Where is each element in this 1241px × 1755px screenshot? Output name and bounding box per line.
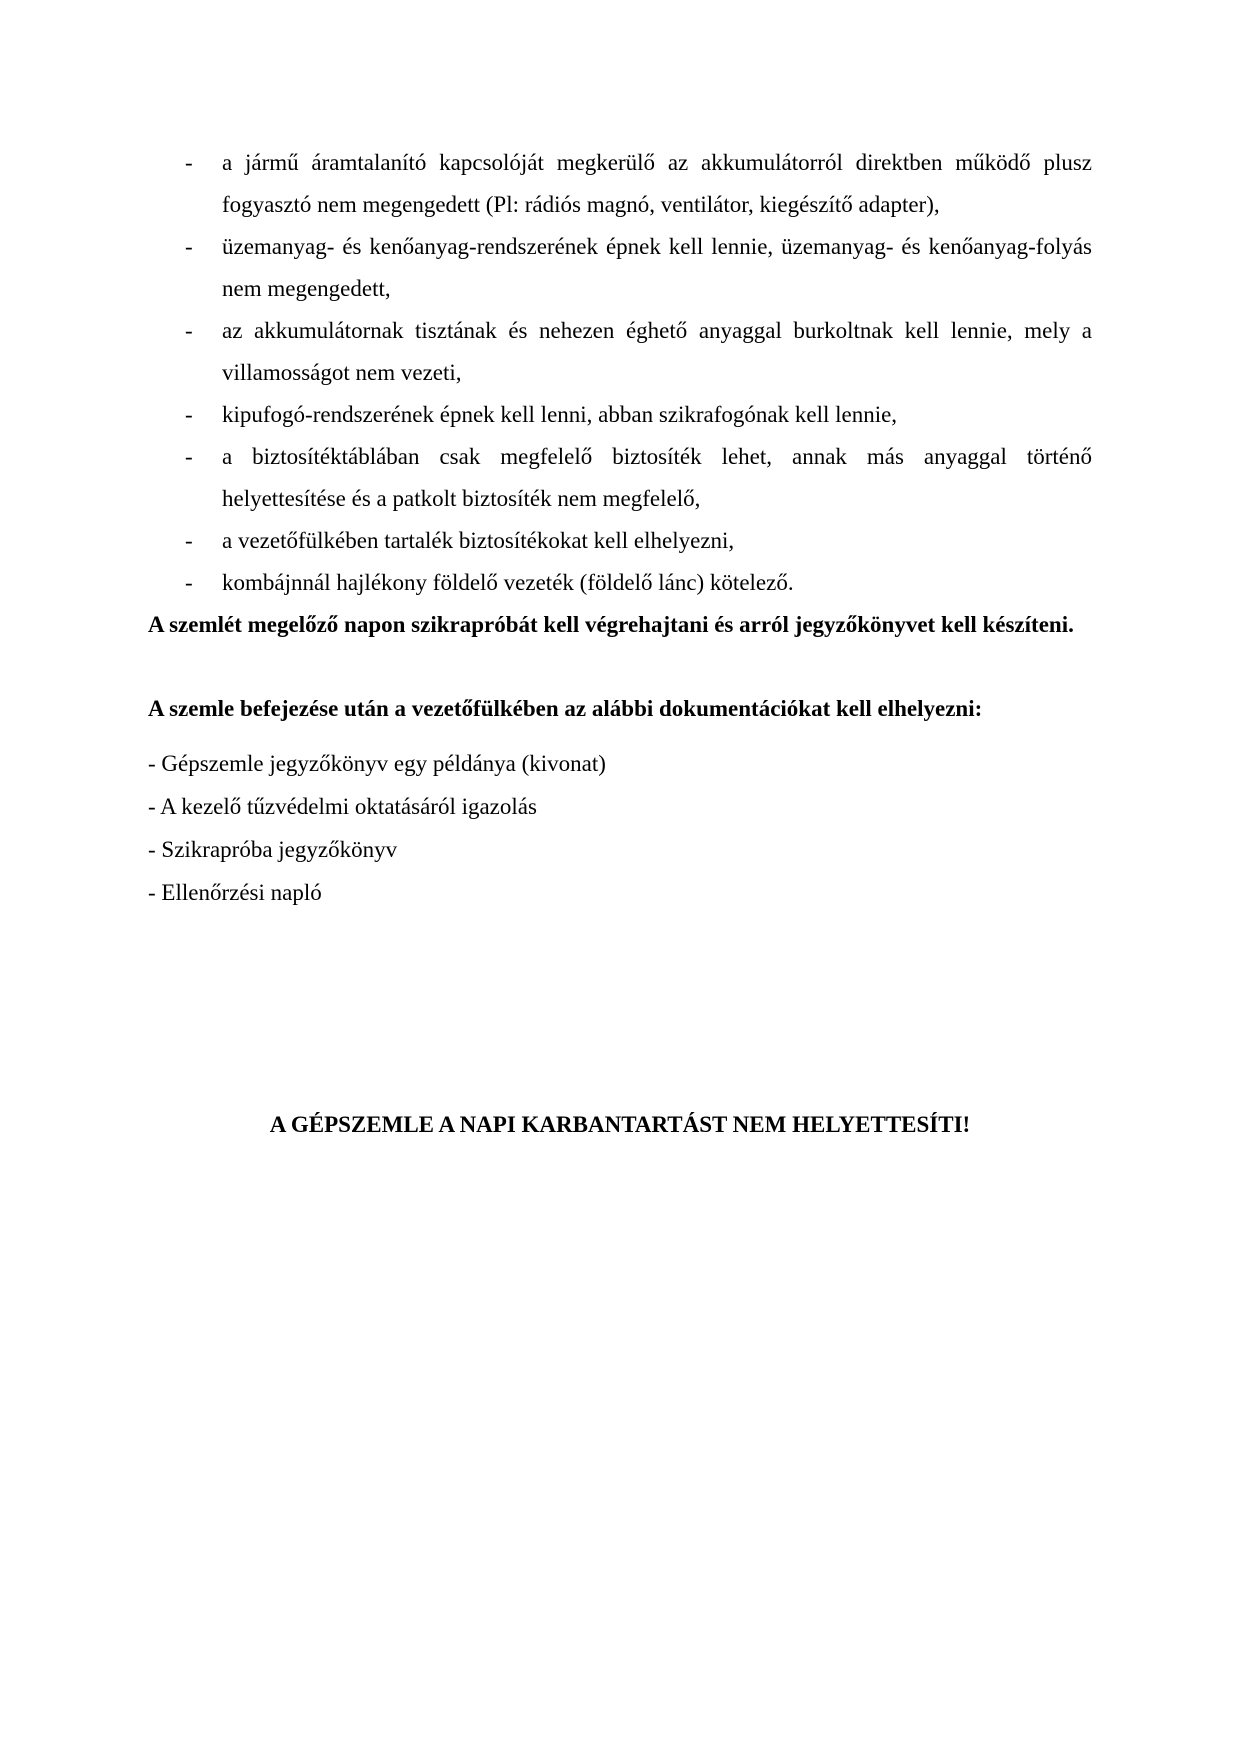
requirement-item <box>148 310 1092 394</box>
requirement-item <box>148 226 1092 310</box>
list-dash: - <box>185 570 193 595</box>
requirement-item <box>148 142 1092 226</box>
requirement-item <box>148 520 1092 562</box>
requirement-text: a jármű áramtalanító kapcsolóját megkerülő az akkumulátorról direktben működő plusz fogyasztó nem megengedett (Pl: rádiós magnó, ventilátor, kiegészítő adapter), <box>222 150 1092 217</box>
list-dash: - <box>185 402 193 427</box>
requirement-item <box>148 562 1092 604</box>
requirement-text: kombájnnál hajlékony földelő vezeték (földelő lánc) kötelező. <box>222 570 794 595</box>
document-item: - Ellenőrzési napló <box>148 880 322 905</box>
documents-list <box>148 742 1092 914</box>
document-item: - Gépszemle jegyzőkönyv egy példánya (kivonat) <box>148 751 606 776</box>
spark-test-note: A szemlét megelőző napon szikrapróbát kell végrehajtani és arról jegyzőkönyvet kell készíteni. <box>148 612 1074 637</box>
page-content <box>148 142 1092 914</box>
list-dash: - <box>185 234 193 259</box>
list-dash: - <box>185 150 193 175</box>
list-dash: - <box>185 528 193 553</box>
requirement-text: a biztosítéktáblában csak megfelelő biztosíték lehet, annak más anyaggal történő helyettesítése és a patkolt biztosíték nem megfelelő, <box>222 444 1092 511</box>
requirement-text: üzemanyag- és kenőanyag-rendszerének épnek kell lennie, üzemanyag- és kenőanyag-folyás nem megengedett, <box>222 234 1092 301</box>
documents-heading: A szemle befejezése után a vezetőfülkében az alábbi dokumentációkat kell elhelyezni: <box>148 696 983 721</box>
requirement-text: kipufogó-rendszerének épnek kell lenni, abban szikrafogónak kell lennie, <box>222 402 898 427</box>
requirement-text: a vezetőfülkében tartalék biztosítékokat kell elhelyezni, <box>222 528 735 553</box>
list-dash: - <box>185 444 193 469</box>
requirement-item <box>148 394 1092 436</box>
document-item: - Szikrapróba jegyzőkönyv <box>148 837 398 862</box>
final-warning: A GÉPSZEMLE A NAPI KARBANTARTÁST NEM HELYETTESÍTI! <box>269 1112 971 1137</box>
requirement-item <box>148 436 1092 520</box>
requirements-list <box>148 142 1092 604</box>
document-item: - A kezelő tűzvédelmi oktatásáról igazolás <box>148 794 537 819</box>
list-dash: - <box>185 318 193 343</box>
requirement-text: az akkumulátornak tisztának és nehezen éghető anyaggal burkoltnak kell lennie, mely a villamosságot nem vezeti, <box>222 318 1092 385</box>
